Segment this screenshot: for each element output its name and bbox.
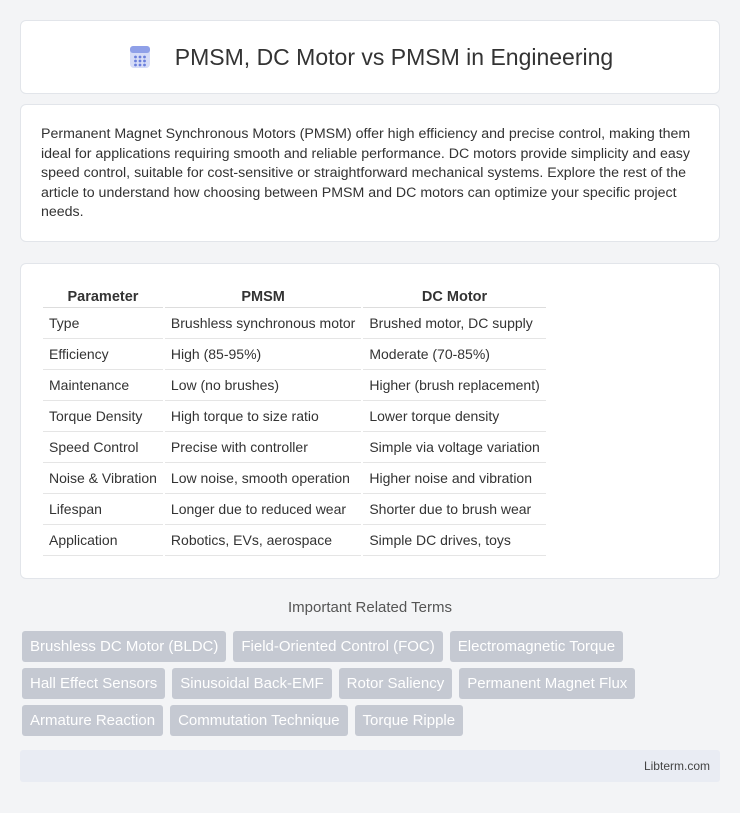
related-term-chip[interactable]: Hall Effect Sensors — [22, 668, 165, 699]
related-term-chip[interactable]: Brushless DC Motor (BLDC) — [22, 631, 226, 662]
table-cell-parameter: Type — [43, 308, 163, 339]
table-cell-dc-motor: Higher (brush replacement) — [363, 370, 545, 401]
table-cell-dc-motor: Higher noise and vibration — [363, 463, 545, 494]
table-cell-dc-motor: Shorter due to brush wear — [363, 494, 545, 525]
table-cell-pmsm: High torque to size ratio — [165, 401, 361, 432]
intro-card — [20, 104, 720, 242]
table-row — [43, 432, 546, 463]
table-cell-pmsm: Precise with controller — [165, 432, 361, 463]
related-term-chip[interactable]: Permanent Magnet Flux — [459, 668, 635, 699]
table-row — [43, 494, 546, 525]
table-cell-dc-motor: Brushed motor, DC supply — [363, 308, 545, 339]
related-term-chip[interactable]: Armature Reaction — [22, 705, 163, 736]
related-term-chip[interactable]: Commutation Technique — [170, 705, 347, 736]
related-terms-row — [22, 705, 722, 736]
page-title: PMSM, DC Motor vs PMSM in Engineering — [174, 43, 614, 70]
column-header-pmsm: PMSM — [165, 286, 361, 308]
table-cell-parameter: Efficiency — [43, 339, 163, 370]
table-row — [43, 401, 546, 432]
related-terms-title: Important Related Terms — [288, 599, 452, 616]
table-cell-pmsm: Robotics, EVs, aerospace — [165, 525, 361, 556]
table-cell-pmsm: Brushless synchronous motor — [165, 308, 361, 339]
table-row — [43, 308, 546, 339]
related-term-chip[interactable]: Sinusoidal Back-EMF — [172, 668, 331, 699]
table-cell-parameter: Torque Density — [43, 401, 163, 432]
table-cell-parameter: Application — [43, 525, 163, 556]
table-row — [43, 370, 546, 401]
related-term-chip[interactable]: Rotor Saliency — [339, 668, 453, 699]
comparison-table — [41, 286, 548, 556]
related-term-chip[interactable]: Electromagnetic Torque — [450, 631, 623, 662]
table-cell-pmsm: Longer due to reduced wear — [165, 494, 361, 525]
table-cell-dc-motor: Simple DC drives, toys — [363, 525, 545, 556]
intro-text: Permanent Magnet Synchronous Motors (PMSM) offer high efficiency and precise control, making them ideal for applications requiring smooth and reliable performance. DC motors provide simplicity and easy speed control, suitable for cost-sensitive or straightforward mechanical systems. Explore the rest of the article to understand how choosing between PMSM and DC motors can optimize your specific project needs. — [41, 126, 691, 221]
column-header-parameter: Parameter — [43, 286, 163, 308]
table-cell-pmsm: Low (no brushes) — [165, 370, 361, 401]
title-card — [20, 20, 720, 94]
table-row — [43, 339, 546, 370]
table-cell-parameter: Lifespan — [43, 494, 163, 525]
table-cell-dc-motor: Lower torque density — [363, 401, 545, 432]
table-cell-parameter: Maintenance — [43, 370, 163, 401]
table-cell-parameter: Speed Control — [43, 432, 163, 463]
related-terms-row — [22, 631, 722, 662]
footer-link[interactable]: Libterm.com — [643, 759, 710, 773]
table-header-row — [43, 286, 546, 308]
table-row — [43, 525, 546, 556]
table-cell-dc-motor: Simple via voltage variation — [363, 432, 545, 463]
related-term-chip[interactable]: Torque Ripple — [355, 705, 464, 736]
footer — [20, 750, 720, 782]
column-header-dc-motor: DC Motor — [363, 286, 545, 308]
table-cell-dc-motor: Moderate (70-85%) — [363, 339, 545, 370]
table-cell-pmsm: High (85-95%) — [165, 339, 361, 370]
calculator-icon — [127, 44, 153, 70]
table-cell-pmsm: Low noise, smooth operation — [165, 463, 361, 494]
table-cell-parameter: Noise & Vibration — [43, 463, 163, 494]
table-row — [43, 463, 546, 494]
related-term-chip[interactable]: Field-Oriented Control (FOC) — [233, 631, 442, 662]
comparison-table-card — [20, 263, 720, 579]
related-terms-list — [22, 631, 722, 742]
related-terms-row — [22, 668, 722, 699]
